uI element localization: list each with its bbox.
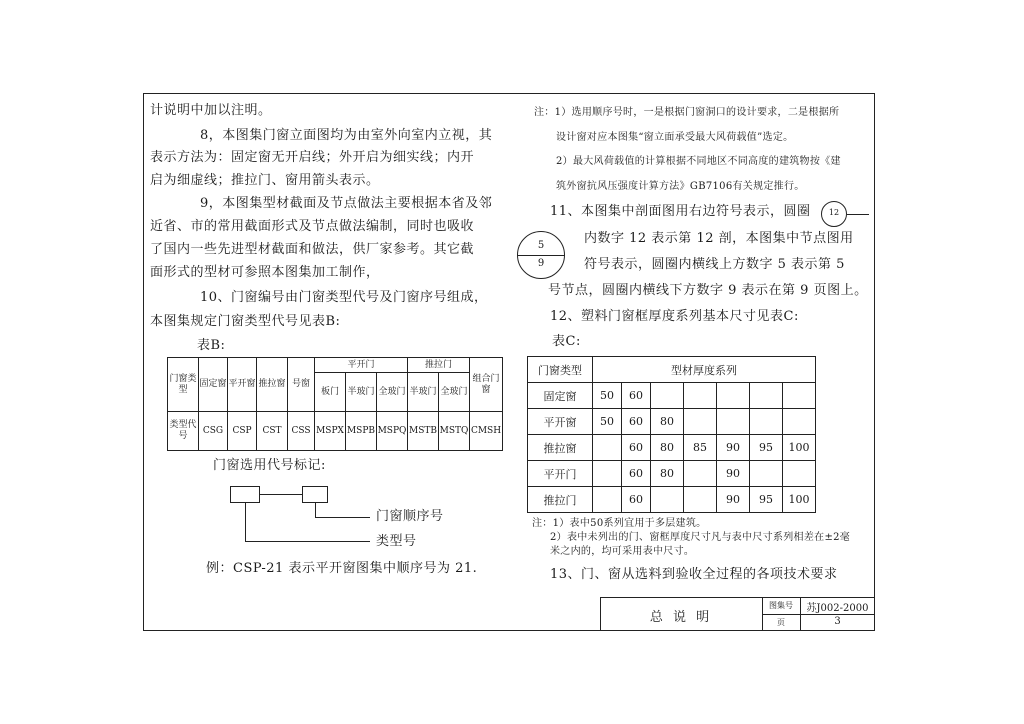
left-line-8: 面形式的型材可参照本图集加工制作， [150,265,380,280]
tc-cell: 60 [622,461,651,487]
node-symbol-divider [517,255,565,256]
tc-cell: 80 [651,461,684,487]
left-line-3: 表示方法为：固定窗无开启线；外开启为细实线；内开 [150,150,475,165]
tc-cell [717,383,750,409]
tc-cell [684,409,717,435]
table-c-note-1: 注：1）表中50系列宜用于多层建筑。 [532,518,707,529]
tb-col-no: 号窗 [288,358,315,412]
mark-type-leader-h [245,541,370,542]
tc-cell [651,383,684,409]
tb-col-type: 门窗类型 [168,358,199,412]
tc-cell: 90 [717,435,750,461]
tb-code: MSPQ [377,412,408,451]
tb-group-sliding-door: 推拉门 [408,358,470,373]
left-line-1: 计说明中加以注明。 [150,103,272,118]
table-b-title: 表B: [197,338,226,353]
item13: 13、门、窗从选料到验收全过程的各项技术要求 [550,567,838,582]
mark-dash [260,494,302,495]
item11-line-2: 内数字 12 表示第 12 剖，本图集中节点图用 [584,231,854,246]
tc-cell [593,487,622,513]
left-line-9: 10、门窗编号由门窗类型代号及门窗序号组成， [200,290,488,305]
tc-cell: 95 [750,487,783,513]
tc-row-name: 平开门 [528,461,593,487]
table-row [528,409,816,435]
item11-line-3: 符号表示，圆圈内横线上方数字 5 表示第 5 [584,257,845,272]
item11-line-1: 11、本图集中剖面图用右边符号表示，圆圈 [550,204,811,219]
tb-door-single: 板门 [315,373,346,412]
tb-code: CST [257,412,288,451]
tb-col-sliding-window: 推拉窗 [257,358,288,412]
tc-cell [684,461,717,487]
node-symbol-bottom: 9 [537,258,545,269]
title-block-mid [762,614,875,615]
tc-row-name: 推拉窗 [528,435,593,461]
tc-cell [750,409,783,435]
mark-seq-leader-v [315,503,316,517]
section-symbol-line [847,214,869,215]
mark-title: 门窗选用代号标记: [213,458,326,473]
table-row [528,487,816,513]
tc-cell: 100 [783,487,816,513]
note-1: 注：1）选用顺序号时，一是根据门窗洞口的设计要求，二是根据所 [534,107,840,118]
tc-row-name: 平开窗 [528,409,593,435]
tc-cell [651,487,684,513]
tb-row-code-label: 类型代号 [168,412,199,451]
tc-head-series: 型材厚度系列 [593,357,816,383]
tb-code: CSS [288,412,315,451]
title-block-title: 总 说 明 [649,610,713,625]
note-2: 设计窗对应本图集“窗立面承受最大风荷载值”选定。 [556,132,794,143]
tc-cell [750,383,783,409]
table-c [527,356,816,513]
table-c-title: 表C: [552,334,581,349]
note-4: 筑外窗抗风压强度计算方法》GB7106有关规定推行。 [556,181,805,192]
tc-cell: 100 [783,435,816,461]
node-symbol-top: 5 [537,240,545,251]
title-block-atlas-label: 图集号 [769,601,793,610]
mark-type-box [230,486,260,503]
tb-code: CSG [199,412,228,451]
tc-cell: 80 [651,409,684,435]
tb-code: MSTB [408,412,439,451]
tc-cell: 60 [622,435,651,461]
tc-cell [684,487,717,513]
tc-cell: 50 [593,409,622,435]
tc-cell: 85 [684,435,717,461]
tc-cell: 90 [717,487,750,513]
tc-head-type: 门窗类型 [528,357,593,383]
tb-code: MSTQ [439,412,470,451]
tc-cell: 90 [717,461,750,487]
tb-sdoor-half: 半玻门 [408,373,439,412]
tc-cell [717,409,750,435]
left-line-10: 本图集规定门窗类型代号见表B: [150,314,341,329]
table-row [528,383,816,409]
title-block-page-label: 页 [777,618,785,627]
left-line-4: 启为细虚线；推拉门、窗用箭头表示。 [150,173,380,188]
title-block-top [600,597,875,598]
table-row [528,435,816,461]
tc-cell [783,409,816,435]
tc-row-name: 固定窗 [528,383,593,409]
tb-col-casement: 平开窗 [228,358,257,412]
tb-sdoor-full: 全玻门 [439,373,470,412]
tc-cell [593,461,622,487]
table-row [528,461,816,487]
title-block-page-no: 3 [834,616,841,627]
example-text: 例：CSP-21 表示平开窗图集中顺序号为 21. [206,561,478,576]
item11-line-4: 号节点，圆圈内横线下方数字 9 表示在第 9 页图上。 [548,283,868,298]
tc-cell [783,461,816,487]
tc-cell [593,435,622,461]
tc-cell: 80 [651,435,684,461]
section-symbol-number: 12 [828,208,840,217]
tc-cell: 60 [622,409,651,435]
tb-code: CMSH [470,412,503,451]
tb-door-full: 全玻门 [377,373,408,412]
tc-row-name: 推拉门 [528,487,593,513]
tb-door-half: 半玻门 [346,373,377,412]
tb-code: MSPX [315,412,346,451]
tc-cell: 60 [622,383,651,409]
mark-seq-label: 门窗顺序号 [376,509,444,524]
item12: 12、塑料门窗框厚度系列基本尺寸见表C: [550,309,799,324]
mark-type-leader-v [245,503,246,541]
mark-seq-leader-h [315,517,370,518]
tc-cell: 95 [750,435,783,461]
tb-group-door: 平开门 [315,358,408,373]
title-block-atlas-no: 苏J002-2000 [806,603,869,614]
tb-code: MSPB [346,412,377,451]
tc-cell [750,461,783,487]
left-line-6: 近省、市的常用截面形式及节点做法编制，同时也吸收 [150,219,475,234]
tc-cell: 50 [593,383,622,409]
tc-cell: 60 [622,487,651,513]
note-3: 2）最大风荷载值的计算根据不同地区不同高度的建筑物按《建 [556,156,841,167]
table-c-note-3: 米之内的，均可采用表中尺寸。 [550,546,695,557]
table-b [167,357,503,451]
left-line-2: 8，本图集门窗立面图均为由室外向室内立视，其 [200,128,493,143]
mark-seq-box [302,486,328,503]
tc-cell [684,383,717,409]
left-line-5: 9，本图集型材截面及节点做法主要根据本省及邻 [200,196,493,211]
tb-col-fixed: 固定窗 [199,358,228,412]
tb-code: CSP [228,412,257,451]
tc-cell [783,383,816,409]
tb-col-combo: 组合门窗 [470,358,503,412]
mark-type-label: 类型号 [376,534,417,549]
left-line-7: 了国内一些先进型材截面和做法，供厂家参考。其它截 [150,242,475,257]
table-c-note-2: 2）表中未列出的门、窗框厚度尺寸凡与表中尺寸系列相差在±2毫 [550,532,851,543]
